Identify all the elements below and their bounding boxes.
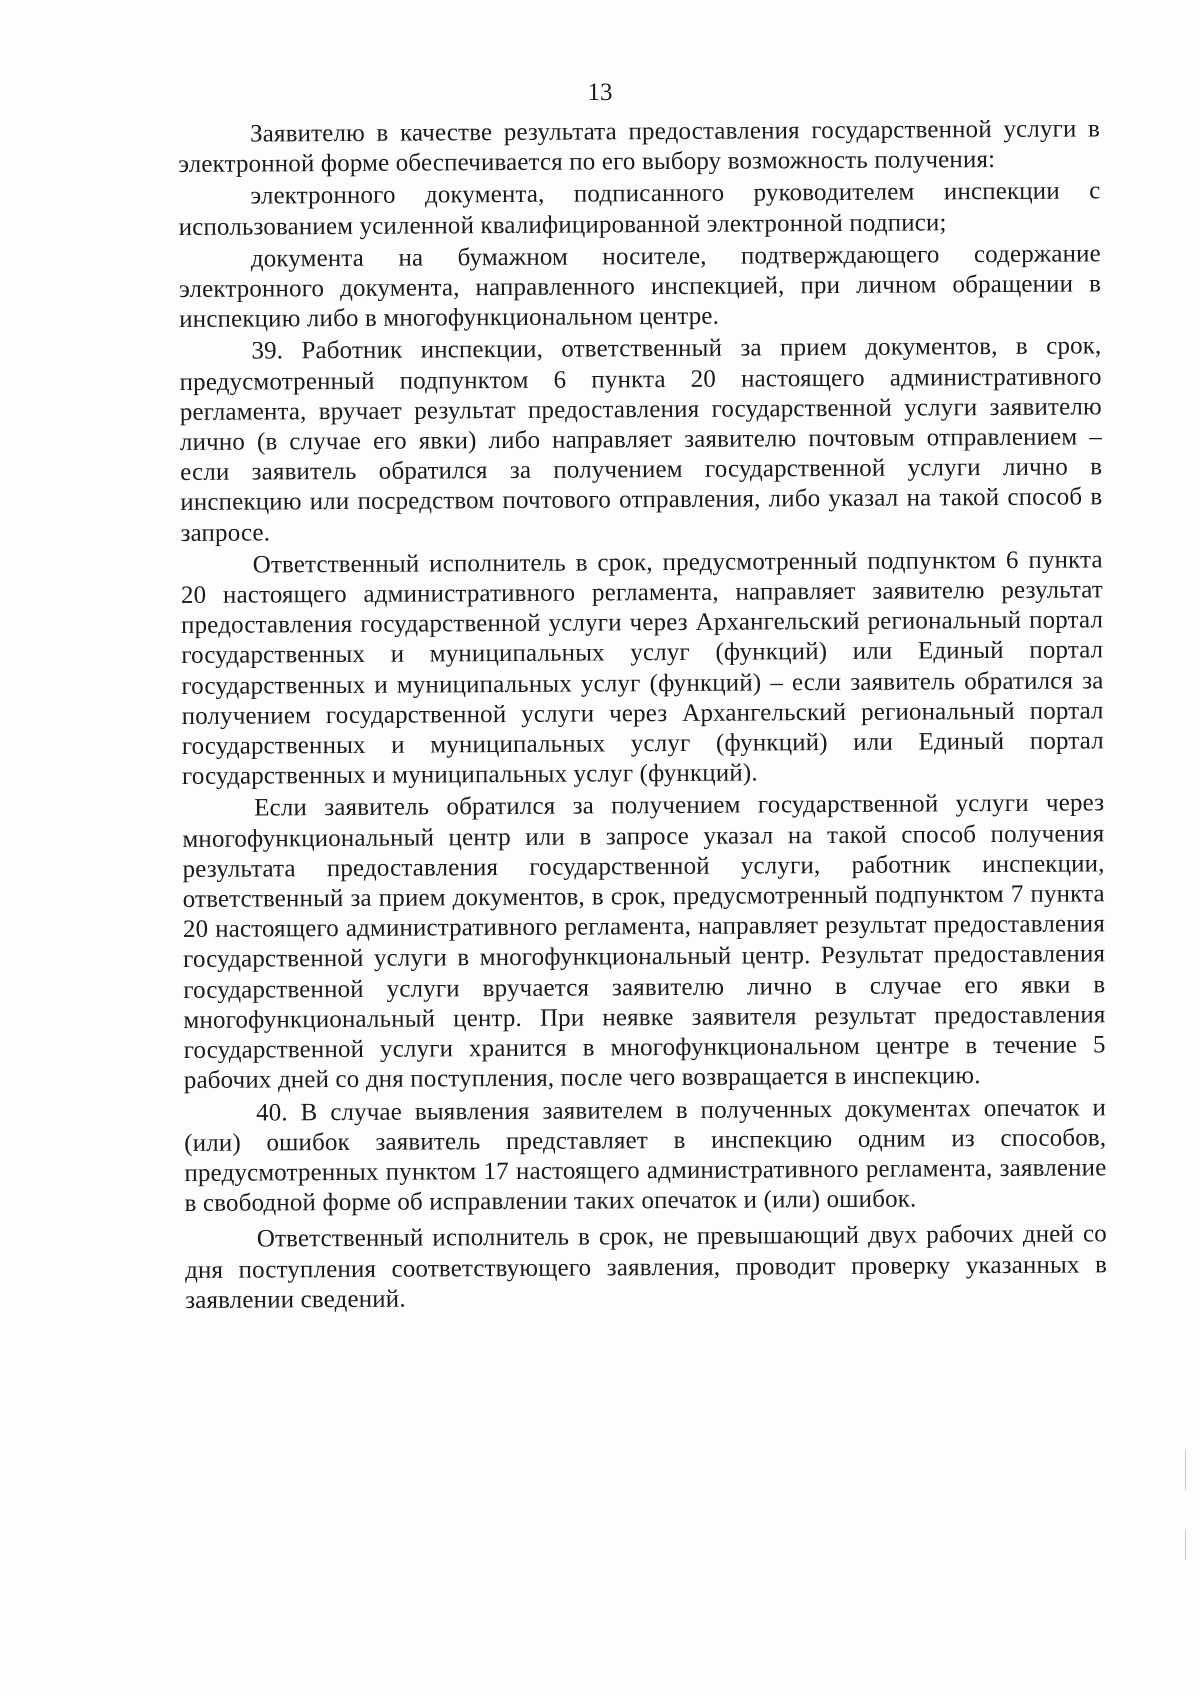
paragraph-verification: Ответственный исполнитель в срок, не превышающий двух рабочих дней со дня поступления соответствующего заявления, проводит проверку указанных в заявлении сведений. [184,1220,1108,1314]
paragraph-paper-document: документа на бумажном носителе, подтверждающего содержание электронного документа, направленного инспекцией, при личном обращении в инспекцию либо в многофункциональном центре. [178,240,1102,334]
scan-edge-mark [1185,1450,1186,1490]
page-number: 13 [587,79,613,106]
paragraph-electronic-document: электронного документа, подписанного руководителем инспекции с использованием усиленной квалифицированной электронной подписи; [178,177,1101,241]
paragraph-clause-40: 40. В случае выявления заявителем в полученных документах опечаток и (или) ошибок заявитель представляет в инспекцию одним из способов, предусмотренных пунктом 17 настоящего административного регламента, заявление в свободной форме об исправлении таких опечаток и (или) ошибок. [184,1093,1107,1218]
scan-edge-mark [1185,1530,1186,1560]
document-body [178,114,1107,1318]
paragraph-clause-39: 39. Работник инспекции, ответственный за прием документов, в срок, предусмотренный подпунктом 6 пункта 20 настоящего административного регламента, вручает результат предоставления государственной услуги заявителю лично (в случае его явки) либо направляет заявителю почтовым отправлением – если заявитель обратился за получением государственной услуги лично в инспекцию или посредством почтового отправления, либо указал на такой способ в запросе. [179,332,1103,547]
paragraph-mfc-delivery: Если заявитель обратился за получением государственной услуги через многофункциональный центр или в запросе указал на такой способ получения результата предоставления государственной услуги, работник инспекции, ответственный за прием документов, в срок, предусмотренный подпунктом 7 пункта 20 настоящего административного регламента, направляет результат предоставления государственной услуги в многофункциональный центр. Результат предоставления государственной услуги вручается заявителю лично в случае его явки в многофункциональный центр. При неявке заявителя результат предоставления государственной услуги хранится в многофункциональном центре в течение 5 рабочих дней со дня поступления, после чего возвращается в инспекцию. [182,789,1106,1095]
paragraph-result-intro: Заявителю в качестве результата предоставления государственной услуги в электронной форме обеспечивается по его выбору возможность получения: [178,115,1101,179]
paragraph-portal-delivery: Ответственный исполнитель в срок, предусмотренный подпунктом 6 пункта 20 настоящего административного регламента, направляет заявителю результат предоставления государственной услуги через Архангельский региональный портал государственных и муниципальных услуг (функций) или Единый портал государственных и муниципальных услуг (функций) – если заявитель обратился за получением государственной услуги через Архангельский региональный портал государственных и муниципальных услуг (функций) или Единый портал государственных и муниципальных услуг (функций). [180,546,1104,791]
